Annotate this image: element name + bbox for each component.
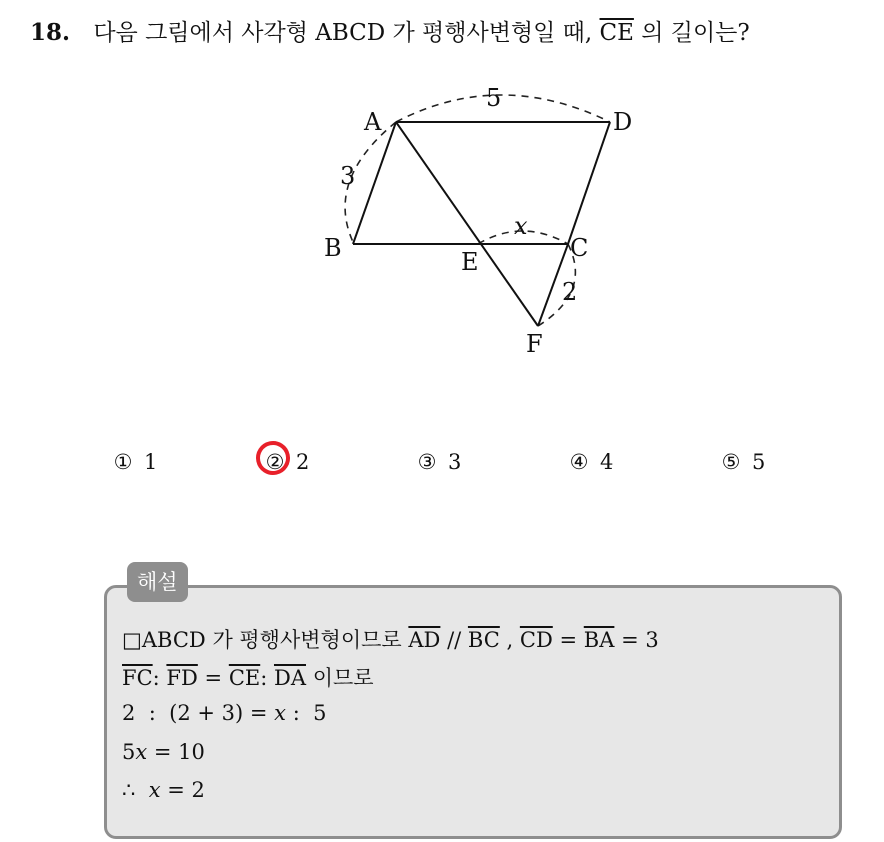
side-ab (353, 122, 396, 244)
choice-5-mark: ⑤ (721, 450, 741, 474)
solution-line-4: 5x = 10 (122, 740, 205, 764)
choice-3-mark: ③ (417, 450, 437, 474)
solution-line-1: □ABCD 가 평행사변형이므로 $\overline{AD} // \overline{BC}$ , $\overline{CD} = \overline{BA} = 3$ (122, 628, 659, 652)
label-b: B (324, 234, 342, 262)
question (30, 14, 750, 47)
length-ab: 3 (340, 162, 356, 190)
label-c: C (570, 234, 589, 262)
choice-3-value: 3 (448, 450, 462, 474)
side-dc (568, 122, 610, 244)
label-e: E (461, 248, 479, 276)
choice-5[interactable] (720, 450, 765, 474)
parallelogram-figure (300, 80, 660, 370)
solution-line-2: $\overline{FC}$: $\overline{FD} = \overline{CE}$: $\overline{DA}$ 이므로 (122, 666, 374, 690)
solution-tab: 해설 (127, 562, 188, 602)
choice-4-value: 4 (600, 450, 614, 474)
length-ec: x (514, 212, 528, 240)
label-d: D (613, 108, 633, 136)
label-f: F (526, 330, 543, 358)
quad-symbol: □ (122, 628, 142, 652)
choice-2-value: 2 (296, 450, 310, 474)
length-ad: 5 (486, 84, 502, 112)
question-segment: $\overline{CE}$ (599, 20, 634, 46)
choice-1-value: 1 (144, 450, 158, 474)
arc-ad (396, 95, 610, 122)
choice-3[interactable] (416, 450, 461, 474)
length-cf: 2 (562, 278, 578, 306)
question-number: 18. (30, 19, 71, 46)
choice-1[interactable] (112, 450, 157, 474)
choice-1-mark: ① (113, 450, 133, 474)
choice-4[interactable] (568, 450, 613, 474)
choice-2-mark: ② (265, 450, 285, 474)
question-text-before: 다음 그림에서 사각형 ABCD 가 평행사변형일 때, (93, 20, 593, 46)
question-text-after: 의 길이는? (641, 20, 750, 46)
choice-4-mark: ④ (569, 450, 589, 474)
choice-2[interactable] (264, 450, 309, 474)
solution-line-5: ∴ x = 2 (122, 778, 205, 802)
label-a: A (364, 108, 382, 136)
selected-circle-mark (253, 438, 293, 478)
choice-5-value: 5 (752, 450, 766, 474)
solution-line-3: 2 : (2 + 3) = x : 5 (122, 701, 327, 725)
